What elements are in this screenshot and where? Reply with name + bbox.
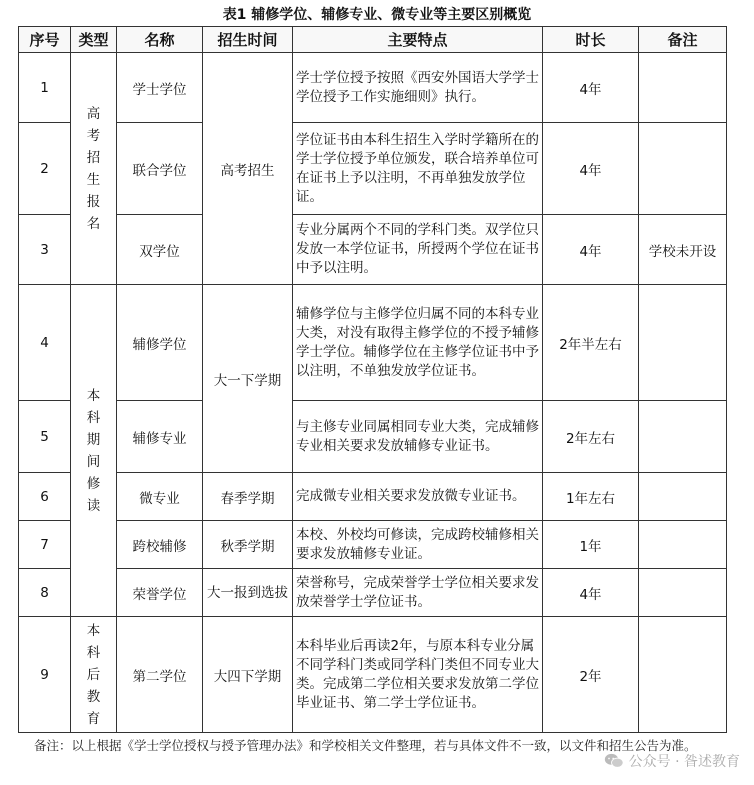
enroll-time-cell: 大一下学期 (203, 285, 293, 473)
header-name: 名称 (117, 27, 203, 53)
row-remark (639, 473, 727, 521)
row-name: 辅修专业 (117, 401, 203, 473)
row-duration: 2年 (543, 617, 639, 733)
row-name: 微专业 (117, 473, 203, 521)
row-duration: 2年左右 (543, 401, 639, 473)
row-no: 7 (19, 521, 71, 569)
row-duration: 4年 (543, 123, 639, 215)
enroll-time-cell: 秋季学期 (203, 521, 293, 569)
row-no: 3 (19, 215, 71, 285)
header-row (19, 27, 727, 53)
row-duration: 4年 (543, 215, 639, 285)
row-feature: 辅修学位与主修学位归属不同的本科专业大类，对没有取得主修学位的不授予辅修学士学位。辅修学位在主修学位证书中予以注明，不单独发放学位证书。 (293, 285, 543, 401)
row-feature: 荣誉称号，完成荣誉学士学位相关要求发放荣誉学士学位证书。 (293, 569, 543, 617)
type-cell: 本科后教育 (71, 617, 117, 733)
row-no: 8 (19, 569, 71, 617)
table-caption: 表1 辅修学位、辅修专业、微专业等主要区别概览 (222, 7, 532, 23)
row-no: 1 (19, 53, 71, 123)
row-remark (639, 569, 727, 617)
row-feature: 学士学位授予按照《西安外国语大学学士学位授予工作实施细则》执行。 (293, 53, 543, 123)
row-no: 2 (19, 123, 71, 215)
enroll-time-cell: 大四下学期 (203, 617, 293, 733)
row-name: 第二学位 (117, 617, 203, 733)
row-duration: 2年半左右 (543, 285, 639, 401)
header-duration: 时长 (543, 27, 639, 53)
enroll-time-cell: 大一报到选拔 (203, 569, 293, 617)
row-name: 学士学位 (117, 53, 203, 123)
row-feature: 与主修专业同属相同专业大类，完成辅修专业相关要求发放辅修专业证书。 (293, 401, 543, 473)
watermark (604, 751, 740, 771)
enroll-time-cell: 春季学期 (203, 473, 293, 521)
row-remark (639, 285, 727, 401)
header-remark: 备注 (639, 27, 727, 53)
enroll-time-cell: 高考招生 (203, 53, 293, 285)
watermark-text: 公众号 · 昝述教育 (628, 754, 740, 770)
row-name: 辅修学位 (117, 285, 203, 401)
row-remark (639, 521, 727, 569)
row-duration: 1年 (543, 521, 639, 569)
header-type: 类型 (71, 27, 117, 53)
table-row (19, 53, 727, 123)
header-no: 序号 (19, 27, 71, 53)
row-remark (639, 401, 727, 473)
footnote: 备注：以上根据《学士学位授权与授予管理办法》和学校相关文件整理，若与具体文件不一致，以文件和招生公告为准。 (34, 738, 697, 753)
row-no: 9 (19, 617, 71, 733)
row-feature: 专业分属两个不同的学科门类。双学位只发放一本学位证书，所授两个学位在证书中予以注明。 (293, 215, 543, 285)
row-remark (639, 53, 727, 123)
row-name: 跨校辅修 (117, 521, 203, 569)
row-duration: 4年 (543, 569, 639, 617)
table-row (19, 473, 727, 521)
row-feature: 本校、外校均可修读，完成跨校辅修相关要求发放辅修专业证。 (293, 521, 543, 569)
type-cell: 高考招生报名 (71, 53, 117, 285)
row-feature: 学位证书由本科生招生入学时学籍所在的学士学位授予单位颁发，联合培养单位可在证书上予以注明，不再单独发放学位证。 (293, 123, 543, 215)
table-row (19, 123, 727, 215)
row-feature: 本科毕业后再读2年，与原本科专业分属不同学科门类或同学科门类但不同专业大类。完成第二学位相关要求发放第二学位毕业证书、第二学士学位证书。 (293, 617, 543, 733)
table-row (19, 285, 727, 401)
table-row (19, 215, 727, 285)
row-name: 联合学位 (117, 123, 203, 215)
type-cell: 本科期间修读 (71, 285, 117, 617)
table-row (19, 569, 727, 617)
row-remark (639, 617, 727, 733)
row-remark: 学校未开设 (639, 215, 727, 285)
table-row (19, 521, 727, 569)
row-duration: 4年 (543, 53, 639, 123)
row-no: 4 (19, 285, 71, 401)
row-name: 双学位 (117, 215, 203, 285)
row-remark (639, 123, 727, 215)
header-features: 主要特点 (293, 27, 543, 53)
row-no: 5 (19, 401, 71, 473)
wechat-icon (604, 752, 624, 770)
row-name: 荣誉学位 (117, 569, 203, 617)
header-enroll-time: 招生时间 (203, 27, 293, 53)
table-row (19, 401, 727, 473)
comparison-table (18, 26, 727, 733)
row-no: 6 (19, 473, 71, 521)
table-row (19, 617, 727, 733)
row-feature: 完成微专业相关要求发放微专业证书。 (293, 473, 543, 521)
row-duration: 1年左右 (543, 473, 639, 521)
